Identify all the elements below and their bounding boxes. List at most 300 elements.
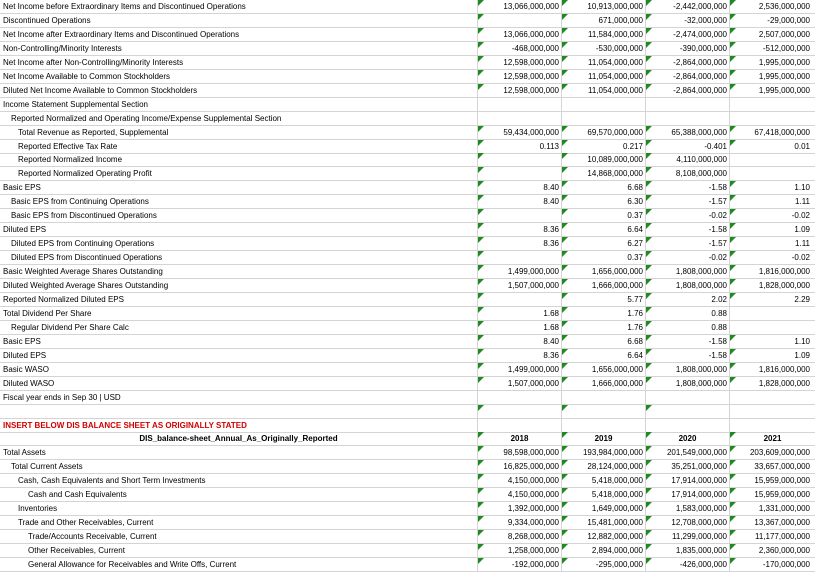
value-cell[interactable] (646, 28, 730, 42)
error-indicator-icon (646, 140, 652, 146)
table-row (0, 195, 815, 209)
value-cell[interactable] (730, 251, 815, 265)
value-cell[interactable] (478, 140, 562, 154)
value-cell[interactable] (562, 209, 646, 223)
value-cell[interactable] (646, 432, 730, 446)
value-cell[interactable] (478, 209, 562, 223)
value-cell[interactable] (646, 140, 730, 154)
error-indicator-icon (562, 126, 568, 132)
value-cell[interactable] (562, 530, 646, 544)
row-label-cell[interactable] (0, 140, 478, 154)
value-cell[interactable] (646, 223, 730, 237)
cell-value: 193,984,000,000 (582, 448, 643, 458)
value-cell[interactable] (646, 70, 730, 84)
row-label: Trade and Other Receivables, Current (18, 518, 154, 528)
row-label-cell[interactable] (0, 377, 478, 391)
error-indicator-icon (646, 530, 652, 536)
row-label: INSERT BELOW DIS BALANCE SHEET AS ORIGINALLY STATED (3, 420, 247, 430)
value-cell[interactable] (562, 195, 646, 209)
value-cell[interactable] (730, 446, 815, 460)
value-cell[interactable] (478, 307, 562, 321)
row-label-cell[interactable] (0, 28, 478, 42)
error-indicator-icon (730, 56, 736, 62)
cell-value: 203,609,000,000 (749, 448, 810, 458)
value-cell[interactable] (730, 56, 815, 70)
value-cell[interactable] (646, 279, 730, 293)
value-cell[interactable] (646, 544, 730, 558)
value-cell[interactable] (730, 502, 815, 516)
value-cell[interactable] (646, 474, 730, 488)
row-label-cell[interactable] (0, 279, 478, 293)
table-row (0, 0, 815, 14)
value-cell[interactable] (562, 405, 646, 419)
value-cell[interactable] (646, 391, 730, 405)
value-cell[interactable] (478, 460, 562, 474)
value-cell[interactable] (478, 84, 562, 98)
cell-value: 13,367,000,000 (754, 518, 810, 528)
value-cell[interactable] (478, 237, 562, 251)
cell-value: 13,066,000,000 (503, 29, 559, 39)
table-row (0, 349, 815, 363)
table-row (0, 279, 815, 293)
value-cell[interactable] (562, 349, 646, 363)
row-label-cell[interactable] (0, 251, 478, 265)
row-label-cell[interactable] (0, 544, 478, 558)
cell-value: 6.30 (627, 197, 643, 207)
value-cell[interactable] (562, 307, 646, 321)
row-label-cell[interactable] (0, 126, 478, 140)
value-cell[interactable] (730, 28, 815, 42)
cell-value: 0.37 (627, 211, 643, 221)
row-label: Fiscal year ends in Sep 30 | USD (3, 392, 121, 402)
error-indicator-icon (562, 42, 568, 48)
cell-value: 4,150,000,000 (507, 476, 559, 486)
row-label-cell[interactable] (0, 335, 478, 349)
row-label-cell[interactable] (0, 42, 478, 56)
value-cell[interactable] (730, 307, 815, 321)
value-cell[interactable] (562, 502, 646, 516)
value-cell[interactable] (478, 265, 562, 279)
value-cell[interactable] (646, 56, 730, 70)
error-indicator-icon (562, 56, 568, 62)
value-cell[interactable] (646, 377, 730, 391)
value-cell[interactable] (646, 502, 730, 516)
error-indicator-icon (562, 558, 568, 564)
error-indicator-icon (478, 84, 484, 90)
value-cell[interactable] (646, 516, 730, 530)
value-cell[interactable] (730, 265, 815, 279)
value-cell[interactable] (562, 460, 646, 474)
value-cell[interactable] (562, 321, 646, 335)
error-indicator-icon (478, 167, 484, 173)
value-cell[interactable] (478, 56, 562, 70)
value-cell[interactable] (730, 530, 815, 544)
row-label-cell[interactable] (0, 209, 478, 223)
table-row (0, 84, 815, 98)
cell-value: 2019 (594, 434, 613, 444)
value-cell[interactable] (562, 377, 646, 391)
error-indicator-icon (646, 544, 652, 550)
error-indicator-icon (730, 279, 736, 285)
value-cell[interactable] (562, 251, 646, 265)
value-cell[interactable] (646, 126, 730, 140)
table-row (0, 56, 815, 70)
error-indicator-icon (478, 28, 484, 34)
row-label-cell[interactable] (0, 70, 478, 84)
row-label: Reported Normalized and Operating Income/Expense Supplemental Section (11, 113, 282, 123)
row-label-cell[interactable] (0, 446, 478, 460)
row-label-cell[interactable] (0, 363, 478, 377)
row-label-cell[interactable] (0, 488, 478, 502)
error-indicator-icon (562, 279, 568, 285)
value-cell[interactable] (730, 126, 815, 140)
error-indicator-icon (646, 502, 652, 508)
row-label-cell[interactable] (0, 98, 478, 112)
row-label-cell[interactable] (0, 195, 478, 209)
error-indicator-icon (730, 377, 736, 383)
value-cell[interactable] (562, 265, 646, 279)
value-cell[interactable] (646, 84, 730, 98)
error-indicator-icon (730, 126, 736, 132)
error-indicator-icon (478, 209, 484, 215)
cell-value: 11,054,000,000 (587, 57, 643, 67)
value-cell[interactable] (730, 349, 815, 363)
value-cell[interactable] (646, 237, 730, 251)
value-cell[interactable] (478, 377, 562, 391)
value-cell[interactable] (646, 167, 730, 181)
value-cell[interactable] (562, 293, 646, 307)
value-cell[interactable] (646, 530, 730, 544)
value-cell[interactable] (478, 223, 562, 237)
cell-value: 1.11 (795, 239, 810, 249)
table-row (0, 251, 815, 265)
value-cell[interactable] (730, 432, 815, 446)
error-indicator-icon (478, 140, 484, 146)
value-cell[interactable] (730, 544, 815, 558)
error-indicator-icon (646, 195, 652, 201)
value-cell[interactable] (646, 460, 730, 474)
value-cell[interactable] (478, 516, 562, 530)
value-cell[interactable] (730, 391, 815, 405)
cell-value: 1,331,000,000 (758, 504, 810, 514)
cell-value: 4,150,000,000 (507, 490, 559, 500)
error-indicator-icon (562, 405, 568, 411)
value-cell[interactable] (646, 112, 730, 126)
cell-value: 0.88 (711, 308, 727, 318)
value-cell[interactable] (562, 446, 646, 460)
value-cell[interactable] (730, 42, 815, 56)
value-cell[interactable] (562, 237, 646, 251)
error-indicator-icon (730, 474, 736, 480)
value-cell[interactable] (730, 558, 815, 572)
value-cell[interactable] (730, 335, 815, 349)
value-cell[interactable] (562, 488, 646, 502)
value-cell[interactable] (646, 419, 730, 433)
value-cell[interactable] (562, 126, 646, 140)
value-cell[interactable] (646, 14, 730, 28)
value-cell[interactable] (646, 265, 730, 279)
value-cell[interactable] (562, 167, 646, 181)
value-cell[interactable] (562, 56, 646, 70)
row-label-cell[interactable] (0, 293, 478, 307)
cell-value: 1.76 (627, 308, 643, 318)
row-label-cell[interactable] (0, 460, 478, 474)
value-cell[interactable] (646, 363, 730, 377)
error-indicator-icon (562, 84, 568, 90)
table-row (0, 419, 815, 433)
value-cell[interactable] (730, 98, 815, 112)
value-cell[interactable] (562, 223, 646, 237)
value-cell[interactable] (730, 181, 815, 195)
row-label: General Allowance for Receivables and Write Offs, Current (28, 560, 237, 569)
value-cell[interactable] (478, 432, 562, 446)
row-label-cell[interactable] (0, 84, 478, 98)
row-label: Reported Effective Tax Rate (18, 141, 118, 151)
cell-value: -1.58 (708, 183, 727, 193)
row-label-cell[interactable] (0, 265, 478, 279)
error-indicator-icon (478, 321, 484, 327)
value-cell[interactable] (730, 112, 815, 126)
value-cell[interactable] (646, 195, 730, 209)
value-cell[interactable] (562, 84, 646, 98)
value-cell[interactable] (646, 488, 730, 502)
table-row (0, 321, 815, 335)
value-cell[interactable] (646, 251, 730, 265)
value-cell[interactable] (562, 112, 646, 126)
value-cell[interactable] (646, 446, 730, 460)
row-label-cell[interactable] (0, 167, 478, 181)
row-label: Basic EPS from Continuing Operations (11, 197, 149, 207)
value-cell[interactable] (478, 14, 562, 28)
error-indicator-icon (730, 488, 736, 494)
value-cell[interactable] (478, 474, 562, 488)
cell-value: 8,268,000,000 (507, 532, 559, 542)
value-cell[interactable] (730, 488, 815, 502)
value-cell[interactable] (562, 98, 646, 112)
row-label-cell[interactable] (0, 419, 478, 433)
value-cell[interactable] (646, 98, 730, 112)
value-cell[interactable] (646, 349, 730, 363)
value-cell[interactable] (478, 321, 562, 335)
row-label-cell[interactable] (0, 223, 478, 237)
cell-value: 65,388,000,000 (671, 127, 727, 137)
value-cell[interactable] (478, 181, 562, 195)
value-cell[interactable] (646, 293, 730, 307)
cell-value: 11,177,000,000 (754, 532, 810, 542)
value-cell[interactable] (478, 98, 562, 112)
value-cell[interactable] (478, 70, 562, 84)
error-indicator-icon (730, 293, 736, 299)
value-cell[interactable] (730, 321, 815, 335)
row-label-cell[interactable] (0, 405, 478, 419)
value-cell[interactable] (730, 405, 815, 419)
value-cell[interactable] (478, 530, 562, 544)
row-label-cell[interactable] (0, 307, 478, 321)
error-indicator-icon (646, 558, 652, 564)
row-label-cell[interactable] (0, 432, 478, 446)
value-cell[interactable] (562, 140, 646, 154)
value-cell[interactable] (730, 419, 815, 433)
cell-value: 11,584,000,000 (587, 29, 643, 39)
table-row (0, 544, 815, 558)
row-label-cell[interactable] (0, 0, 478, 14)
value-cell[interactable] (562, 474, 646, 488)
cell-value: 12,708,000,000 (671, 518, 727, 528)
value-cell[interactable] (730, 293, 815, 307)
value-cell[interactable] (478, 558, 562, 572)
value-cell[interactable] (562, 181, 646, 195)
value-cell[interactable] (478, 446, 562, 460)
value-cell[interactable] (730, 140, 815, 154)
value-cell[interactable] (562, 363, 646, 377)
value-cell[interactable] (478, 126, 562, 140)
value-cell[interactable] (562, 544, 646, 558)
cell-value: 2.02 (711, 294, 727, 304)
error-indicator-icon (478, 432, 484, 438)
value-cell[interactable] (478, 0, 562, 14)
value-cell[interactable] (646, 307, 730, 321)
value-cell[interactable] (478, 42, 562, 56)
value-cell[interactable] (646, 209, 730, 223)
value-cell[interactable] (730, 14, 815, 28)
value-cell[interactable] (646, 0, 730, 14)
value-cell[interactable] (646, 181, 730, 195)
cell-value: 1,666,000,000 (591, 378, 643, 388)
table-row (0, 237, 815, 251)
value-cell[interactable] (478, 279, 562, 293)
value-cell[interactable] (646, 153, 730, 167)
error-indicator-icon (562, 14, 568, 20)
row-label-cell[interactable] (0, 349, 478, 363)
row-label-cell[interactable] (0, 181, 478, 195)
value-cell[interactable] (730, 377, 815, 391)
value-cell[interactable] (478, 293, 562, 307)
value-cell[interactable] (562, 432, 646, 446)
value-cell[interactable] (478, 349, 562, 363)
value-cell[interactable] (730, 84, 815, 98)
value-cell[interactable] (562, 279, 646, 293)
row-label-cell[interactable] (0, 56, 478, 70)
value-cell[interactable] (730, 279, 815, 293)
row-label: Cash, Cash Equivalents and Short Term Investments (18, 476, 206, 486)
error-indicator-icon (562, 0, 568, 6)
value-cell[interactable] (478, 335, 562, 349)
value-cell[interactable] (478, 153, 562, 167)
value-cell[interactable] (730, 237, 815, 251)
error-indicator-icon (730, 516, 736, 522)
error-indicator-icon (646, 516, 652, 522)
row-label-cell[interactable] (0, 391, 478, 405)
value-cell[interactable] (562, 558, 646, 572)
cell-value: 98,598,000,000 (503, 448, 559, 458)
value-cell[interactable] (562, 335, 646, 349)
error-indicator-icon (730, 237, 736, 243)
cell-value: 0.88 (711, 322, 727, 332)
value-cell[interactable] (646, 405, 730, 419)
value-cell[interactable] (562, 14, 646, 28)
value-cell[interactable] (478, 28, 562, 42)
error-indicator-icon (730, 349, 736, 355)
table-row (0, 335, 815, 349)
value-cell[interactable] (478, 195, 562, 209)
value-cell[interactable] (646, 335, 730, 349)
value-cell[interactable] (730, 70, 815, 84)
cell-value: 2020 (678, 434, 697, 444)
row-label-cell[interactable] (0, 112, 478, 126)
row-label-cell[interactable] (0, 558, 478, 572)
row-label-cell[interactable] (0, 474, 478, 488)
cell-value: 1,808,000,000 (675, 378, 727, 388)
table-row (0, 516, 815, 530)
value-cell[interactable] (730, 0, 815, 14)
error-indicator-icon (646, 307, 652, 313)
value-cell[interactable] (730, 209, 815, 223)
cell-value: 2018 (510, 434, 529, 444)
row-label-cell[interactable] (0, 321, 478, 335)
value-cell[interactable] (730, 460, 815, 474)
cell-value: -1.58 (708, 350, 727, 360)
value-cell[interactable] (478, 112, 562, 126)
row-label: Diluted Net Income Available to Common Stockholders (3, 85, 198, 95)
value-cell[interactable] (646, 558, 730, 572)
row-label-cell[interactable] (0, 14, 478, 28)
error-indicator-icon (478, 446, 484, 452)
row-label-cell[interactable] (0, 502, 478, 516)
row-label-cell[interactable] (0, 516, 478, 530)
value-cell[interactable] (478, 251, 562, 265)
value-cell[interactable] (478, 363, 562, 377)
error-indicator-icon (730, 251, 736, 257)
table-row (0, 14, 815, 28)
value-cell[interactable] (478, 488, 562, 502)
value-cell[interactable] (562, 28, 646, 42)
error-indicator-icon (730, 558, 736, 564)
cell-value: 35,251,000,000 (671, 462, 727, 472)
error-indicator-icon (730, 223, 736, 229)
error-indicator-icon (562, 349, 568, 355)
value-cell[interactable] (562, 42, 646, 56)
cell-value: 1,649,000,000 (591, 504, 643, 514)
value-cell[interactable] (562, 419, 646, 433)
value-cell[interactable] (562, 391, 646, 405)
row-label-cell[interactable] (0, 530, 478, 544)
value-cell[interactable] (730, 223, 815, 237)
value-cell[interactable] (646, 321, 730, 335)
value-cell[interactable] (562, 153, 646, 167)
value-cell[interactable] (478, 544, 562, 558)
cell-value: 1,808,000,000 (675, 267, 727, 277)
value-cell[interactable] (478, 405, 562, 419)
value-cell[interactable] (562, 516, 646, 530)
row-label-cell[interactable] (0, 153, 478, 167)
value-cell[interactable] (478, 419, 562, 433)
value-cell[interactable] (730, 195, 815, 209)
value-cell[interactable] (730, 167, 815, 181)
value-cell[interactable] (730, 363, 815, 377)
value-cell[interactable] (730, 153, 815, 167)
cell-value: 8.40 (543, 183, 559, 193)
value-cell[interactable] (730, 516, 815, 530)
row-label-cell[interactable] (0, 237, 478, 251)
value-cell[interactable] (478, 391, 562, 405)
value-cell[interactable] (478, 167, 562, 181)
value-cell[interactable] (562, 0, 646, 14)
error-indicator-icon (478, 405, 484, 411)
value-cell[interactable] (478, 502, 562, 516)
value-cell[interactable] (562, 70, 646, 84)
value-cell[interactable] (730, 474, 815, 488)
value-cell[interactable] (646, 42, 730, 56)
